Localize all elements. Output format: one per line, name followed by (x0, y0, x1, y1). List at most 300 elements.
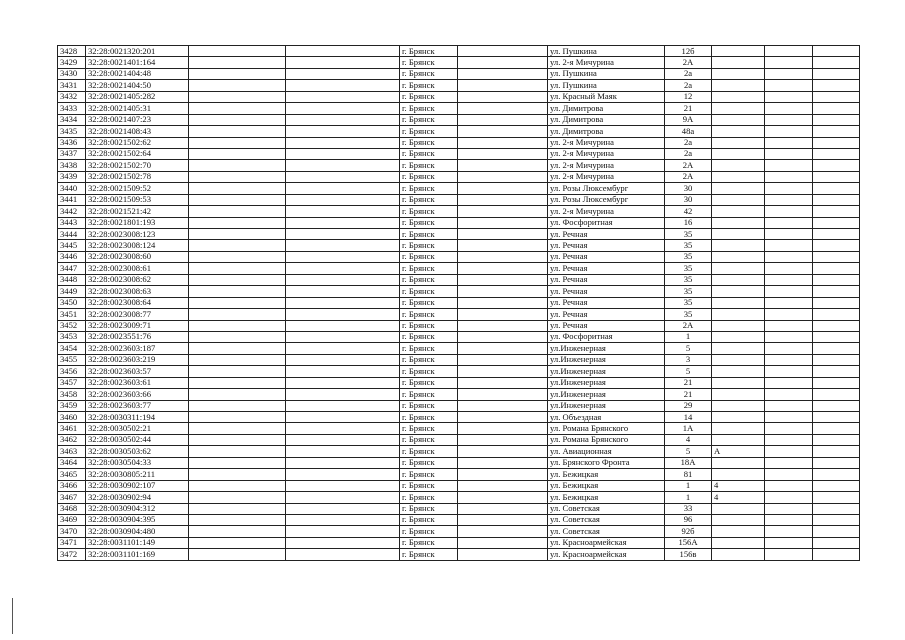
table-row (58, 309, 860, 320)
row-number-cell: 3452 (58, 320, 86, 331)
row-number-cell: 3439 (58, 171, 86, 182)
table-row (58, 217, 860, 228)
empty-cell (765, 389, 813, 400)
house-number-cell: 1А (665, 423, 712, 434)
table-row (58, 457, 860, 468)
city-cell: г. Брянск (400, 206, 458, 217)
empty-cell (813, 423, 860, 434)
city-cell: г. Брянск (400, 183, 458, 194)
table-row (58, 206, 860, 217)
extra-cell (712, 297, 765, 308)
empty-cell (286, 354, 400, 365)
row-number-cell: 3451 (58, 309, 86, 320)
empty-cell (286, 320, 400, 331)
street-cell: ул. Романа Брянского (548, 434, 665, 445)
empty-cell (458, 80, 548, 91)
empty-cell (458, 91, 548, 102)
cadastral-number-cell: 32:28:0023008:64 (86, 297, 189, 308)
street-cell: ул.Инженерная (548, 343, 665, 354)
empty-cell (458, 537, 548, 548)
empty-cell (189, 57, 286, 68)
row-number-cell: 3441 (58, 194, 86, 205)
street-cell: ул. Димитрова (548, 114, 665, 125)
extra-cell (712, 331, 765, 342)
street-cell: ул. Брянского Фронта (548, 457, 665, 468)
house-number-cell: 35 (665, 274, 712, 285)
empty-cell (765, 274, 813, 285)
extra-cell (712, 503, 765, 514)
table-row (58, 171, 860, 182)
house-number-cell: 2а (665, 148, 712, 159)
empty-cell (189, 320, 286, 331)
house-number-cell: 30 (665, 183, 712, 194)
empty-cell (813, 263, 860, 274)
table-row (58, 80, 860, 91)
table-row (58, 68, 860, 79)
cadastral-number-cell: 32:28:0031101:169 (86, 549, 189, 560)
city-cell: г. Брянск (400, 549, 458, 560)
empty-cell (458, 366, 548, 377)
city-cell: г. Брянск (400, 68, 458, 79)
empty-cell (189, 331, 286, 342)
street-cell: ул. 2-я Мичурина (548, 137, 665, 148)
empty-cell (813, 331, 860, 342)
house-number-cell: 30 (665, 194, 712, 205)
empty-cell (458, 103, 548, 114)
house-number-cell: 35 (665, 309, 712, 320)
house-number-cell: 1 (665, 331, 712, 342)
empty-cell (189, 309, 286, 320)
city-cell: г. Брянск (400, 194, 458, 205)
city-cell: г. Брянск (400, 263, 458, 274)
row-number-cell: 3444 (58, 229, 86, 240)
cadastral-number-cell: 32:28:0023008:60 (86, 251, 189, 262)
row-number-cell: 3450 (58, 297, 86, 308)
empty-cell (813, 46, 860, 57)
empty-cell (286, 400, 400, 411)
row-number-cell: 3471 (58, 537, 86, 548)
city-cell: г. Брянск (400, 434, 458, 445)
cadastral-number-cell: 32:28:0023008:77 (86, 309, 189, 320)
row-number-cell: 3446 (58, 251, 86, 262)
row-number-cell: 3429 (58, 57, 86, 68)
table-row (58, 492, 860, 503)
cadastral-number-cell: 32:28:0030904:312 (86, 503, 189, 514)
empty-cell (286, 137, 400, 148)
empty-cell (286, 57, 400, 68)
house-number-cell: 35 (665, 286, 712, 297)
street-cell: ул. Романа Брянского (548, 423, 665, 434)
empty-cell (189, 434, 286, 445)
street-cell: ул. Речная (548, 240, 665, 251)
city-cell: г. Брянск (400, 251, 458, 262)
empty-cell (286, 537, 400, 548)
row-number-cell: 3472 (58, 549, 86, 560)
empty-cell (286, 274, 400, 285)
extra-cell (712, 309, 765, 320)
row-number-cell: 3436 (58, 137, 86, 148)
street-cell: ул. 2-я Мичурина (548, 57, 665, 68)
row-number-cell: 3430 (58, 68, 86, 79)
empty-cell (286, 171, 400, 182)
empty-cell (813, 126, 860, 137)
extra-cell (712, 320, 765, 331)
empty-cell (189, 366, 286, 377)
empty-cell (765, 309, 813, 320)
row-number-cell: 3461 (58, 423, 86, 434)
empty-cell (189, 480, 286, 491)
cadastral-number-cell: 32:28:0021408:43 (86, 126, 189, 137)
empty-cell (286, 412, 400, 423)
table-row (58, 126, 860, 137)
empty-cell (458, 46, 548, 57)
table-row (58, 469, 860, 480)
city-cell: г. Брянск (400, 400, 458, 411)
empty-cell (765, 80, 813, 91)
street-cell: ул. Речная (548, 263, 665, 274)
empty-cell (189, 251, 286, 262)
street-cell: ул. Авиационная (548, 446, 665, 457)
empty-cell (189, 240, 286, 251)
empty-cell (765, 263, 813, 274)
cadastral-number-cell: 32:28:0023603:66 (86, 389, 189, 400)
row-number-cell: 3458 (58, 389, 86, 400)
cadastral-number-cell: 32:28:0030904:395 (86, 514, 189, 525)
empty-cell (286, 148, 400, 159)
empty-cell (813, 503, 860, 514)
city-cell: г. Брянск (400, 389, 458, 400)
empty-cell (286, 377, 400, 388)
empty-cell (189, 274, 286, 285)
table-row (58, 377, 860, 388)
cadastral-number-cell: 32:28:0023603:219 (86, 354, 189, 365)
empty-cell (458, 549, 548, 560)
empty-cell (458, 377, 548, 388)
empty-cell (458, 412, 548, 423)
street-cell: ул. Розы Люксембург (548, 194, 665, 205)
empty-cell (813, 537, 860, 548)
house-number-cell: 2а (665, 68, 712, 79)
table-row (58, 434, 860, 445)
row-number-cell: 3435 (58, 126, 86, 137)
empty-cell (813, 206, 860, 217)
house-number-cell: 35 (665, 240, 712, 251)
table-row (58, 526, 860, 537)
row-number-cell: 3453 (58, 331, 86, 342)
extra-cell: 4 (712, 480, 765, 491)
extra-cell (712, 206, 765, 217)
street-cell: ул. Советская (548, 503, 665, 514)
empty-cell (286, 297, 400, 308)
table-row (58, 286, 860, 297)
empty-cell (286, 480, 400, 491)
extra-cell (712, 389, 765, 400)
empty-cell (813, 91, 860, 102)
house-number-cell: 1 (665, 492, 712, 503)
street-cell: ул. Речная (548, 229, 665, 240)
extra-cell (712, 46, 765, 57)
empty-cell (813, 309, 860, 320)
table-row (58, 537, 860, 548)
empty-cell (765, 457, 813, 468)
empty-cell (189, 377, 286, 388)
cadastral-number-cell: 32:28:0031101:149 (86, 537, 189, 548)
cadastral-number-cell: 32:28:0021405:31 (86, 103, 189, 114)
empty-cell (286, 457, 400, 468)
empty-cell (765, 297, 813, 308)
extra-cell (712, 57, 765, 68)
empty-cell (765, 46, 813, 57)
extra-cell (712, 126, 765, 137)
street-cell: ул. Розы Люксембург (548, 183, 665, 194)
house-number-cell: 16 (665, 217, 712, 228)
table-row (58, 503, 860, 514)
table-row (58, 446, 860, 457)
cadastral-number-cell: 32:28:0030902:94 (86, 492, 189, 503)
empty-cell (189, 217, 286, 228)
empty-cell (765, 514, 813, 525)
extra-cell (712, 103, 765, 114)
empty-cell (765, 400, 813, 411)
city-cell: г. Брянск (400, 503, 458, 514)
city-cell: г. Брянск (400, 229, 458, 240)
city-cell: г. Брянск (400, 366, 458, 377)
extra-cell (712, 400, 765, 411)
empty-cell (286, 492, 400, 503)
empty-cell (189, 68, 286, 79)
empty-cell (189, 286, 286, 297)
extra-cell (712, 514, 765, 525)
empty-cell (813, 480, 860, 491)
empty-cell (286, 343, 400, 354)
row-number-cell: 3437 (58, 148, 86, 159)
empty-cell (765, 549, 813, 560)
register-rows (58, 46, 860, 561)
street-cell: ул. Красноармейская (548, 537, 665, 548)
empty-cell (189, 469, 286, 480)
extra-cell (712, 251, 765, 262)
cadastral-number-cell: 32:28:0021405:282 (86, 91, 189, 102)
empty-cell (813, 57, 860, 68)
empty-cell (189, 160, 286, 171)
house-number-cell: 29 (665, 400, 712, 411)
empty-cell (458, 183, 548, 194)
empty-cell (458, 148, 548, 159)
row-number-cell: 3449 (58, 286, 86, 297)
empty-cell (286, 240, 400, 251)
empty-cell (813, 171, 860, 182)
city-cell: г. Брянск (400, 537, 458, 548)
empty-cell (286, 80, 400, 91)
house-number-cell: 1 (665, 480, 712, 491)
empty-cell (765, 194, 813, 205)
house-number-cell: 35 (665, 251, 712, 262)
row-number-cell: 3455 (58, 354, 86, 365)
empty-cell (286, 229, 400, 240)
empty-cell (189, 229, 286, 240)
city-cell: г. Брянск (400, 286, 458, 297)
empty-cell (813, 297, 860, 308)
house-number-cell: 2А (665, 57, 712, 68)
cadastral-number-cell: 32:28:0030504:33 (86, 457, 189, 468)
city-cell: г. Брянск (400, 240, 458, 251)
empty-cell (458, 320, 548, 331)
house-number-cell: 81 (665, 469, 712, 480)
cadastral-number-cell: 32:28:0023008:124 (86, 240, 189, 251)
street-cell: ул. Пушкина (548, 80, 665, 91)
empty-cell (458, 217, 548, 228)
empty-cell (458, 251, 548, 262)
extra-cell (712, 263, 765, 274)
empty-cell (286, 103, 400, 114)
empty-cell (765, 160, 813, 171)
cadastral-number-cell: 32:28:0021404:50 (86, 80, 189, 91)
city-cell: г. Брянск (400, 171, 458, 182)
empty-cell (286, 309, 400, 320)
empty-cell (765, 91, 813, 102)
empty-cell (189, 171, 286, 182)
empty-cell (765, 183, 813, 194)
cadastral-number-cell: 32:28:0023008:123 (86, 229, 189, 240)
city-cell: г. Брянск (400, 331, 458, 342)
house-number-cell: 12б (665, 46, 712, 57)
empty-cell (813, 251, 860, 262)
empty-cell (813, 229, 860, 240)
street-cell: ул.Инженерная (548, 354, 665, 365)
house-number-cell: 21 (665, 377, 712, 388)
cadastral-number-cell: 32:28:0023008:63 (86, 286, 189, 297)
extra-cell (712, 240, 765, 251)
empty-cell (458, 354, 548, 365)
table-row (58, 263, 860, 274)
empty-cell (813, 240, 860, 251)
city-cell: г. Брянск (400, 343, 458, 354)
empty-cell (813, 446, 860, 457)
table-row (58, 412, 860, 423)
extra-cell (712, 80, 765, 91)
empty-cell (286, 389, 400, 400)
empty-cell (813, 434, 860, 445)
empty-cell (765, 57, 813, 68)
street-cell: ул.Инженерная (548, 366, 665, 377)
empty-cell (286, 366, 400, 377)
cadastral-number-cell: 32:28:0030503:62 (86, 446, 189, 457)
house-number-cell: 33 (665, 503, 712, 514)
row-number-cell: 3443 (58, 217, 86, 228)
city-cell: г. Брянск (400, 80, 458, 91)
row-number-cell: 3465 (58, 469, 86, 480)
empty-cell (458, 57, 548, 68)
register-table (57, 45, 860, 561)
empty-cell (813, 68, 860, 79)
street-cell: ул. Советская (548, 526, 665, 537)
city-cell: г. Брянск (400, 412, 458, 423)
city-cell: г. Брянск (400, 91, 458, 102)
extra-cell (712, 274, 765, 285)
empty-cell (189, 114, 286, 125)
street-cell: ул. Бежицкая (548, 492, 665, 503)
empty-cell (813, 377, 860, 388)
empty-cell (286, 549, 400, 560)
row-number-cell: 3464 (58, 457, 86, 468)
row-number-cell: 3470 (58, 526, 86, 537)
table-row (58, 183, 860, 194)
street-cell: ул. Речная (548, 309, 665, 320)
cadastral-number-cell: 32:28:0030904:480 (86, 526, 189, 537)
cadastral-number-cell: 32:28:0023603:61 (86, 377, 189, 388)
empty-cell (765, 137, 813, 148)
extra-cell (712, 423, 765, 434)
empty-cell (458, 126, 548, 137)
empty-cell (286, 46, 400, 57)
house-number-cell: 2А (665, 160, 712, 171)
empty-cell (286, 114, 400, 125)
cadastral-number-cell: 32:28:0023603:187 (86, 343, 189, 354)
city-cell: г. Брянск (400, 46, 458, 57)
empty-cell (765, 68, 813, 79)
street-cell: ул.Инженерная (548, 389, 665, 400)
empty-cell (765, 103, 813, 114)
row-number-cell: 3447 (58, 263, 86, 274)
street-cell: ул. Димитрова (548, 103, 665, 114)
empty-cell (286, 423, 400, 434)
empty-cell (765, 446, 813, 457)
empty-cell (458, 309, 548, 320)
empty-cell (458, 514, 548, 525)
cadastral-number-cell: 32:28:0021502:78 (86, 171, 189, 182)
cadastral-number-cell: 32:28:0023603:77 (86, 400, 189, 411)
house-number-cell: 21 (665, 389, 712, 400)
empty-cell (765, 354, 813, 365)
table-row (58, 297, 860, 308)
extra-cell (712, 68, 765, 79)
empty-cell (189, 137, 286, 148)
row-number-cell: 3445 (58, 240, 86, 251)
extra-cell (712, 537, 765, 548)
empty-cell (458, 343, 548, 354)
extra-cell (712, 194, 765, 205)
table-row (58, 229, 860, 240)
extra-cell (712, 217, 765, 228)
empty-cell (458, 492, 548, 503)
empty-cell (286, 91, 400, 102)
table-row (58, 354, 860, 365)
cadastral-number-cell: 32:28:0021407:23 (86, 114, 189, 125)
empty-cell (286, 434, 400, 445)
row-number-cell: 3463 (58, 446, 86, 457)
empty-cell (765, 126, 813, 137)
extra-cell (712, 457, 765, 468)
cadastral-number-cell: 32:28:0021502:62 (86, 137, 189, 148)
empty-cell (189, 343, 286, 354)
house-number-cell: 35 (665, 263, 712, 274)
city-cell: г. Брянск (400, 320, 458, 331)
city-cell: г. Брянск (400, 423, 458, 434)
empty-cell (286, 194, 400, 205)
city-cell: г. Брянск (400, 148, 458, 159)
cadastral-number-cell: 32:28:0023603:57 (86, 366, 189, 377)
table-row (58, 103, 860, 114)
empty-cell (189, 423, 286, 434)
street-cell: ул. Бежицкая (548, 469, 665, 480)
empty-cell (813, 183, 860, 194)
table-row (58, 389, 860, 400)
empty-cell (813, 457, 860, 468)
extra-cell (712, 137, 765, 148)
street-cell: ул.Инженерная (548, 377, 665, 388)
extra-cell: А (712, 446, 765, 457)
cadastral-number-cell: 32:28:0021502:70 (86, 160, 189, 171)
